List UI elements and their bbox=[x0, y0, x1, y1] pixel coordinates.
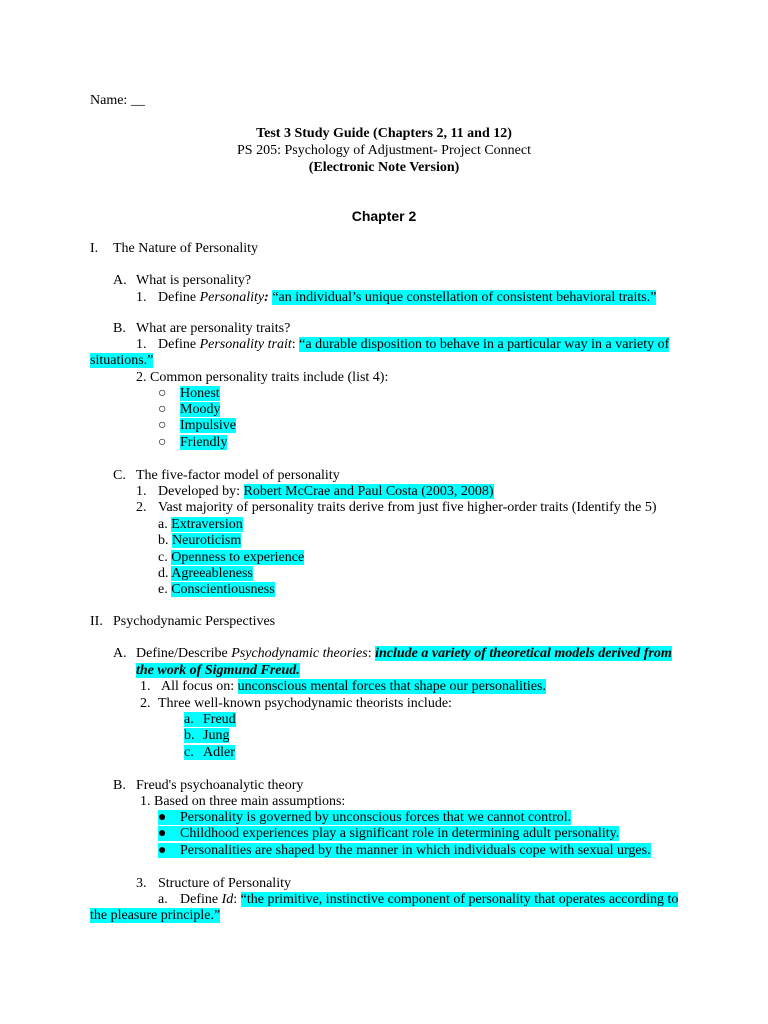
s2b-assumptions-label: 1. Based on three main assumptions: bbox=[140, 794, 346, 809]
circle-bullet-icon: ○ bbox=[158, 418, 167, 433]
answer-highlight: situations.” bbox=[90, 353, 154, 368]
theorist-item: b. Jung bbox=[184, 728, 230, 743]
factor-item: e. Conscientiousness bbox=[158, 582, 275, 597]
s1c-developed-by: Developed by: Robert McCrae and Paul Costa (2003, 2008) bbox=[158, 484, 494, 499]
s1c-vast-num: 2. bbox=[136, 500, 147, 515]
factor-item: a. Extraversion bbox=[158, 517, 243, 532]
theorist-item: c. Adler bbox=[184, 745, 235, 760]
dot-bullet-icon: ● bbox=[158, 826, 167, 841]
s2b-id-define: Define Id: “the primitive, instinctive component of personality that operates according to bbox=[180, 892, 679, 907]
s2a-theorists-label: Three well-known psychodynamic theorists include: bbox=[158, 696, 452, 711]
s2b-num: B. bbox=[113, 778, 126, 793]
s1a-define-num: 1. bbox=[136, 290, 147, 305]
s2a-num: A. bbox=[113, 646, 127, 661]
section-2-title: Psychodynamic Perspectives bbox=[113, 614, 276, 629]
s2a-focus-num: 1. bbox=[140, 679, 151, 694]
circle-bullet-icon: ○ bbox=[158, 435, 167, 450]
s2b-structure-num: 3. bbox=[136, 876, 147, 891]
doc-title: Test 3 Study Guide (Chapters 2, 11 and 12) bbox=[256, 126, 512, 141]
trait-item: ○ Impulsive bbox=[158, 418, 236, 433]
s1b-num: B. bbox=[113, 321, 126, 336]
assumption-item: ● Personality is governed by unconscious forces that we cannot control. bbox=[158, 810, 572, 825]
answer-highlight: “an individual’s unique constellation of consistent behavioral traits.” bbox=[272, 290, 657, 305]
name-line: Name: __ bbox=[90, 93, 145, 108]
answer-highlight: the work of Sigmund Freud. bbox=[136, 663, 300, 678]
trait-item: ○ Moody bbox=[158, 402, 221, 417]
s2a-define: Define/Describe Psychodynamic theories: include a variety of theoretical models derived from bbox=[136, 646, 672, 661]
assumption-item: ● Personalities are shaped by the manner in which individuals cope with sexual urges. bbox=[158, 843, 651, 858]
factor-item: d. Agreeableness bbox=[158, 566, 253, 581]
s1b-define: Define Personality trait: “a durable disposition to behave in a particular way in a variety of bbox=[158, 337, 670, 352]
trait-item: ○ Honest bbox=[158, 386, 220, 401]
s1c-text: The five-factor model of personality bbox=[136, 468, 340, 483]
s1b-traits-label: 2. Common personality traits include (list 4): bbox=[136, 370, 389, 385]
answer-highlight: “a durable disposition to behave in a particular way in a variety of bbox=[299, 337, 670, 352]
factor-item: c. Openness to experience bbox=[158, 550, 305, 565]
s2b-id-num: a. bbox=[158, 892, 168, 907]
s2b-text: Freud's psychoanalytic theory bbox=[136, 778, 304, 793]
s1b-define-cont bbox=[90, 353, 153, 369]
s1a-text: What is personality? bbox=[136, 273, 252, 288]
s2b-structure: Structure of Personality bbox=[158, 876, 291, 891]
assumption-item: ● Childhood experiences play a significant role in determining adult personality. bbox=[158, 826, 620, 841]
answer-highlight: “the primitive, instinctive component of personality that operates according to bbox=[240, 892, 679, 907]
version-note: (Electronic Note Version) bbox=[308, 160, 460, 175]
s1c-vast-text: Vast majority of personality traits derive from just five higher-order traits (Identify the 5) bbox=[158, 500, 657, 515]
answer-highlight: unconscious mental forces that shape our personalities. bbox=[237, 679, 546, 694]
s2a-define-cont bbox=[136, 663, 300, 679]
theorist-item: a. Freud bbox=[184, 712, 236, 727]
circle-bullet-icon: ○ bbox=[158, 386, 167, 401]
answer-highlight: the pleasure principle.” bbox=[90, 908, 221, 923]
s1b-text: What are personality traits? bbox=[136, 321, 291, 336]
dot-bullet-icon: ● bbox=[158, 810, 167, 825]
s1a-define: Define Personality: “an individual’s unique constellation of consistent behavioral traits.” bbox=[158, 290, 657, 305]
s1a-num: A. bbox=[113, 273, 127, 288]
section-1-num: I. bbox=[90, 241, 99, 256]
section-1-title: The Nature of Personality bbox=[113, 241, 259, 256]
answer-highlight: Robert McCrae and Paul Costa (2003, 2008) bbox=[243, 484, 494, 499]
s2a-theorists-num: 2. bbox=[140, 696, 151, 711]
s2b-id-define-cont bbox=[90, 908, 220, 924]
s1c-dev-num: 1. bbox=[136, 484, 147, 499]
section-2-num: II. bbox=[90, 614, 103, 629]
answer-highlight: include a variety of theoretical models derived from bbox=[375, 646, 672, 661]
s2a-focus: All focus on: unconscious mental forces that shape our personalities. bbox=[161, 679, 546, 694]
s1b-define-num: 1. bbox=[136, 337, 147, 352]
trait-item: ○ Friendly bbox=[158, 435, 228, 450]
s1c-num: C. bbox=[113, 468, 126, 483]
factor-item: b. Neuroticism bbox=[158, 533, 242, 548]
circle-bullet-icon: ○ bbox=[158, 402, 167, 417]
chapter-heading: Chapter 2 bbox=[351, 208, 417, 224]
course-title: PS 205: Psychology of Adjustment- Project Connect bbox=[237, 143, 531, 158]
dot-bullet-icon: ● bbox=[158, 843, 167, 858]
